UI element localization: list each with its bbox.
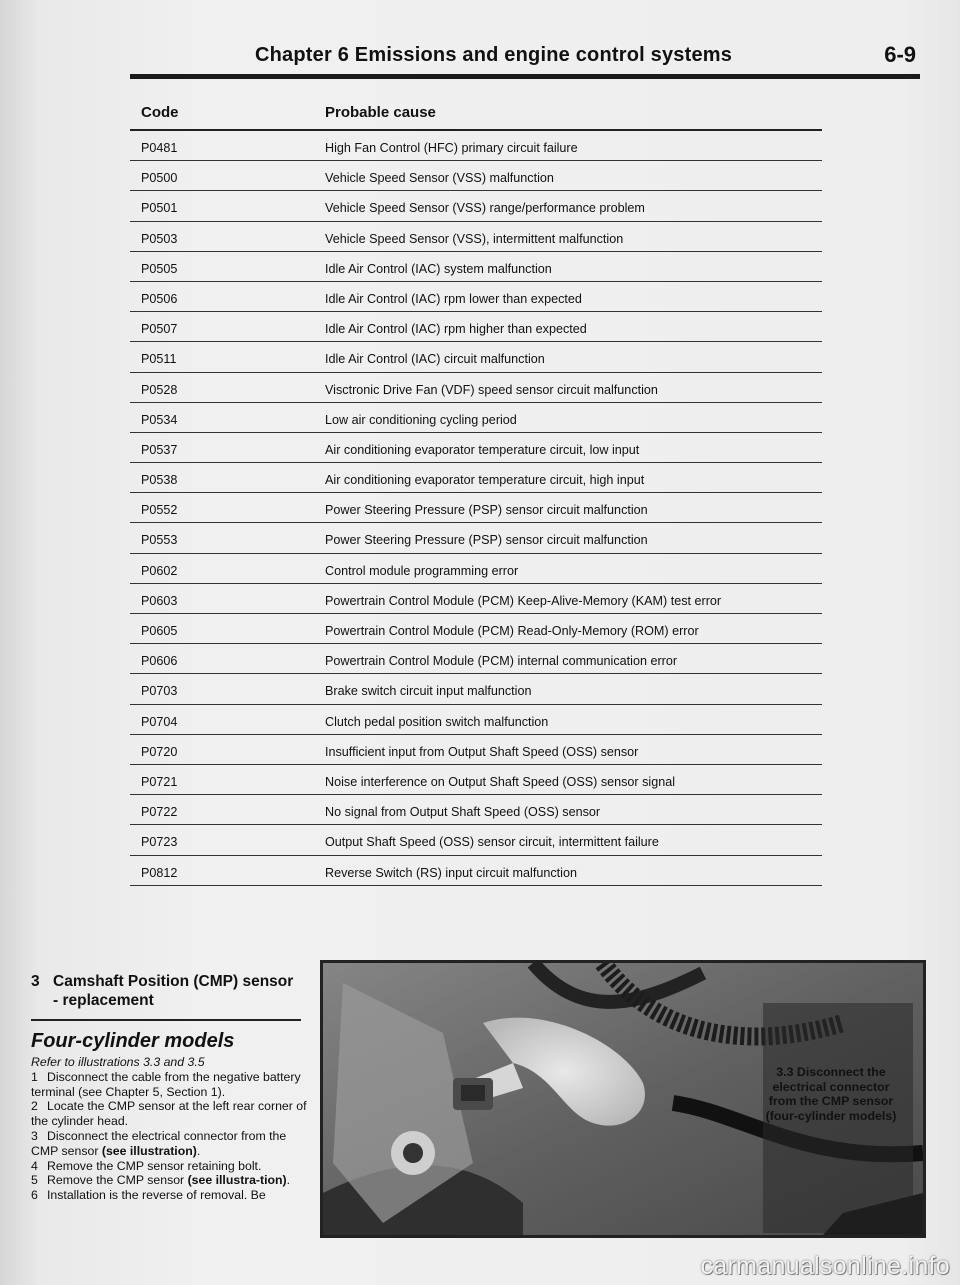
table-row — [130, 493, 822, 523]
section-number: 3 — [31, 973, 40, 990]
cell-code: P0537 — [141, 442, 178, 457]
step-number: 2 — [31, 1099, 38, 1114]
cell-cause: Air conditioning evaporator temperature circuit, high input — [325, 473, 645, 488]
step-list — [31, 1070, 309, 1203]
cell-code: P0552 — [141, 503, 178, 518]
section-title-line2: - replacement — [53, 992, 154, 1009]
cell-cause: Clutch pedal position switch malfunction — [325, 714, 549, 729]
cell-code: P0538 — [141, 473, 178, 488]
step-text: Disconnect the electrical connector from the CMP sensor — [31, 1128, 287, 1158]
step-text-end: . — [286, 1173, 291, 1188]
cell-cause: Low air conditioning cycling period — [325, 412, 517, 427]
cell-cause: Control module programming error — [325, 563, 519, 578]
cell-cause: Air conditioning evaporator temperature circuit, low input — [325, 442, 640, 457]
section-title — [31, 972, 301, 1021]
cell-cause: Power Steering Pressure (PSP) sensor circuit malfunction — [325, 533, 648, 548]
cell-code: P0511 — [141, 352, 177, 367]
table-row — [130, 312, 822, 342]
cell-cause: Idle Air Control (IAC) rpm higher than expected — [325, 322, 587, 337]
cell-code: P0553 — [141, 533, 178, 548]
caption-line: from the CMP sensor — [768, 1094, 894, 1108]
cell-cause: Idle Air Control (IAC) circuit malfunction — [325, 352, 545, 367]
step-item — [31, 1099, 309, 1129]
cell-code: P0503 — [141, 231, 178, 246]
cell-cause: Vehicle Speed Sensor (VSS), intermittent malfunction — [325, 231, 624, 246]
step-illustration-ref: (see illustration) — [101, 1143, 197, 1158]
step-item — [31, 1159, 309, 1174]
cell-code: P0602 — [141, 563, 178, 578]
table-row — [130, 161, 822, 191]
page-header — [130, 18, 920, 79]
table-row — [130, 825, 822, 855]
cell-code: P0501 — [141, 201, 178, 216]
cell-cause: Powertrain Control Module (PCM) Read-Only-Memory (ROM) error — [325, 624, 699, 638]
table-row — [130, 433, 822, 463]
diagnostic-code-table — [130, 97, 822, 886]
cell-cause: Noise interference on Output Shaft Speed (OSS) sensor signal — [325, 774, 676, 789]
column-header-cause: Probable cause — [325, 104, 436, 121]
table-row — [130, 523, 822, 553]
cell-code: P0606 — [141, 654, 178, 669]
cell-code: P0721 — [141, 774, 178, 789]
cell-cause: Visctronic Drive Fan (VDF) speed sensor circuit malfunction — [325, 382, 658, 397]
step-illustration-ref: (see illustra-tion) — [187, 1173, 287, 1188]
section-title-line1: Camshaft Position (CMP) sensor — [53, 973, 294, 990]
step-number: 5 — [31, 1173, 38, 1188]
step-text: Remove the CMP sensor — [47, 1173, 188, 1188]
table-row — [130, 282, 822, 312]
cell-code: P0722 — [141, 805, 178, 820]
cell-code: P0500 — [141, 171, 178, 186]
cell-code: P0703 — [141, 684, 178, 699]
cell-code: P0534 — [141, 412, 178, 427]
subheading: Four-cylinder models — [31, 1030, 235, 1052]
cell-cause: High Fan Control (HFC) primary circuit failure — [325, 141, 578, 155]
table-row — [130, 795, 822, 825]
table-row — [130, 765, 822, 795]
table-row — [130, 342, 822, 372]
step-item — [31, 1188, 309, 1203]
table-row — [130, 131, 822, 161]
watermark: carmanualsonline.info — [700, 1252, 950, 1280]
step-text: Disconnect the cable from the negative battery terminal (see Chapter 5, Section 1). — [31, 1069, 301, 1099]
table-row — [130, 252, 822, 282]
cell-code: P0605 — [141, 624, 178, 638]
cell-cause: Powertrain Control Module (PCM) internal communication error — [325, 654, 678, 669]
cell-code: P0704 — [141, 714, 178, 729]
table-row — [130, 644, 822, 674]
photo-caption — [746, 1065, 916, 1123]
step-item — [31, 1173, 309, 1188]
table-header — [130, 97, 822, 131]
cell-cause: Power Steering Pressure (PSP) sensor circuit malfunction — [325, 503, 648, 518]
cell-code: P0505 — [141, 261, 178, 276]
table-row — [130, 222, 822, 252]
cell-code: P0481 — [141, 141, 178, 155]
step-number: 1 — [31, 1069, 38, 1084]
cell-cause: Output Shaft Speed (OSS) sensor circuit, intermittent failure — [325, 835, 659, 850]
cell-cause: Powertrain Control Module (PCM) Keep-Alive-Memory (KAM) test error — [325, 593, 722, 608]
cell-cause: Insufficient input from Output Shaft Speed (OSS) sensor — [325, 744, 639, 759]
cell-cause: Idle Air Control (IAC) rpm lower than expected — [325, 291, 582, 306]
step-number: 6 — [31, 1188, 38, 1203]
cell-code: P0528 — [141, 382, 178, 397]
caption-line: (four-cylinder models) — [765, 1108, 897, 1123]
illustration-reference: Refer to illustrations 3.3 and 3.5 — [31, 1055, 205, 1069]
table-row — [130, 554, 822, 584]
cell-cause: Vehicle Speed Sensor (VSS) malfunction — [325, 171, 554, 186]
table-row — [130, 584, 822, 614]
table-row — [130, 463, 822, 493]
cell-code: P0720 — [141, 744, 178, 759]
cell-cause: Idle Air Control (IAC) system malfunction — [325, 261, 552, 276]
page-number: 6-9 — [884, 42, 916, 67]
body-text — [31, 1055, 309, 1203]
cell-code: P0603 — [141, 593, 178, 608]
cell-code: P0507 — [141, 322, 178, 337]
step-number: 3 — [31, 1128, 38, 1143]
step-item — [31, 1070, 309, 1100]
cell-code: P0812 — [141, 865, 178, 880]
step-text-end: . — [196, 1143, 201, 1158]
table-body — [130, 131, 822, 886]
table-row — [130, 403, 822, 433]
chapter-title: Chapter 6 Emissions and engine control systems — [255, 44, 733, 66]
column-header-code: Code — [141, 104, 179, 121]
cell-code: P0723 — [141, 835, 178, 850]
cell-cause: No signal from Output Shaft Speed (OSS) sensor — [325, 805, 601, 820]
table-row — [130, 674, 822, 704]
step-number: 4 — [31, 1158, 38, 1173]
caption-line: 3.3 Disconnect the — [776, 1065, 886, 1079]
table-row — [130, 856, 822, 886]
table-row — [130, 373, 822, 403]
step-text: Remove the CMP sensor retaining bolt. — [47, 1158, 262, 1173]
cell-cause: Brake switch circuit input malfunction — [325, 684, 532, 699]
step-text: Installation is the reverse of removal. Be — [47, 1188, 266, 1203]
cell-cause: Vehicle Speed Sensor (VSS) range/performance problem — [325, 201, 645, 216]
table-row — [130, 614, 822, 644]
table-row — [130, 705, 822, 735]
table-row — [130, 191, 822, 221]
table-row — [130, 735, 822, 765]
caption-line: electrical connector — [772, 1079, 890, 1094]
cell-cause: Reverse Switch (RS) input circuit malfunction — [325, 865, 577, 880]
step-text: Locate the CMP sensor at the left rear corner of the cylinder head. — [31, 1099, 307, 1129]
step-item — [31, 1129, 309, 1159]
cell-code: P0506 — [141, 291, 178, 306]
